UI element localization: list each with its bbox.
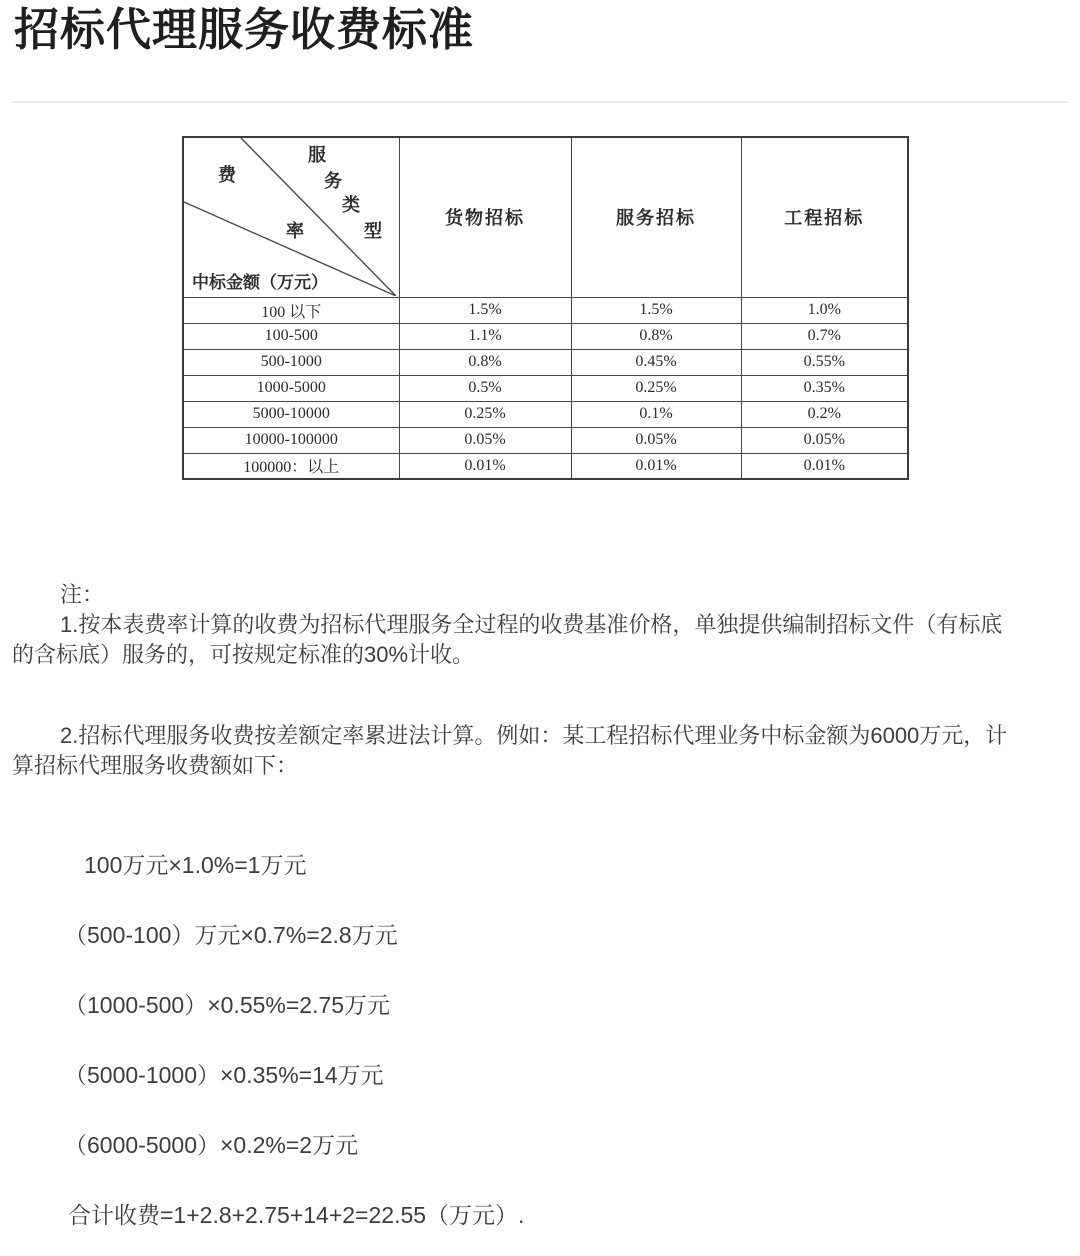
rate-cell: 0.01%: [741, 453, 908, 479]
document-page: [0, 4, 1080, 1229]
row-amount-range: 10000-100000: [183, 427, 399, 453]
row-amount-range: 100-500: [183, 323, 399, 349]
rate-cell: 0.7%: [741, 323, 908, 349]
table-row: [183, 401, 908, 427]
rate-cell: 0.2%: [741, 401, 908, 427]
horizontal-divider: [12, 101, 1068, 103]
note-1-line-2: 的含标底）服务的，可按规定标准的30%计收。: [12, 642, 475, 667]
rate-cell: 0.05%: [571, 427, 741, 453]
corner-label-service-char-3: 类: [342, 195, 360, 215]
rate-cell: 0.1%: [571, 401, 741, 427]
header-row: [183, 137, 908, 297]
fee-table-wrapper: [182, 136, 1068, 480]
row-amount-range: 1000-5000: [183, 375, 399, 401]
rate-cell: 0.8%: [399, 349, 571, 375]
table-row: [183, 453, 908, 479]
calc-line-3: （1000-500）×0.55%=2.75万元: [64, 992, 391, 1018]
rate-cell: 0.01%: [571, 453, 741, 479]
rate-cell: 0.01%: [399, 453, 571, 479]
corner-amount-label: 中标金额（万元）: [192, 272, 328, 292]
note-1-line-1: 1.按本表费率计算的收费为招标代理服务全过程的收费基准价格，单独提供编制招标文件（有标底: [60, 612, 1003, 637]
rate-cell: 1.1%: [399, 323, 571, 349]
row-amount-range: 5000-10000: [183, 401, 399, 427]
rate-cell: 0.05%: [741, 427, 908, 453]
rate-cell: 0.25%: [571, 375, 741, 401]
rate-cell: 0.8%: [571, 323, 741, 349]
table-row: [183, 297, 908, 323]
calculation-section: [12, 851, 1068, 1229]
corner-label-service-char-4: 型: [364, 221, 382, 241]
rate-cell: 0.25%: [399, 401, 571, 427]
row-amount-range: 100000：以上: [183, 453, 399, 479]
rate-cell: 1.5%: [399, 297, 571, 323]
fee-rate-table: [182, 136, 909, 480]
table-row: [183, 323, 908, 349]
row-amount-range: 500-1000: [183, 349, 399, 375]
rate-cell: 0.55%: [741, 349, 908, 375]
rate-cell: 0.45%: [571, 349, 741, 375]
page-title: 招标代理服务收费标准: [14, 4, 475, 55]
column-header-engineering: 工程招标: [741, 137, 908, 297]
corner-label-service-char-1: 服: [308, 145, 326, 165]
column-header-service: 服务招标: [571, 137, 741, 297]
rate-cell: 1.5%: [571, 297, 741, 323]
calc-line-total: 合计收费=1+2.8+2.75+14+2=22.55（万元）.: [68, 1202, 525, 1228]
table-row: [183, 349, 908, 375]
rate-cell: 1.0%: [741, 297, 908, 323]
corner-label-rate-char-1: 费: [218, 165, 236, 185]
corner-label-service-char-2: 务: [324, 171, 342, 191]
calc-line-1: 100万元×1.0%=1万元: [84, 852, 307, 878]
calc-line-5: （6000-5000）×0.2%=2万元: [64, 1132, 359, 1158]
notes-label: 注：: [60, 582, 105, 607]
rate-cell: 0.5%: [399, 375, 571, 401]
calc-line-4: （5000-1000）×0.35%=14万元: [64, 1062, 384, 1088]
note-2-line-1: 2.招标代理服务收费按差额定率累进法计算。例如：某工程招标代理业务中标金额为6000万元，计: [60, 723, 1008, 748]
column-header-goods: 货物招标: [399, 137, 571, 297]
corner-label-rate-char-2: 率: [286, 221, 304, 241]
table-row: [183, 375, 908, 401]
diagonal-corner-cell: [183, 137, 399, 297]
note-2-line-2: 算招标代理服务收费额如下：: [12, 753, 299, 778]
rate-cell: 0.35%: [741, 375, 908, 401]
calc-line-2: （500-100）万元×0.7%=2.8万元: [64, 922, 398, 948]
notes-section: [12, 580, 1068, 781]
table-row: [183, 427, 908, 453]
rate-cell: 0.05%: [399, 427, 571, 453]
row-amount-range: 100 以下: [183, 297, 399, 323]
